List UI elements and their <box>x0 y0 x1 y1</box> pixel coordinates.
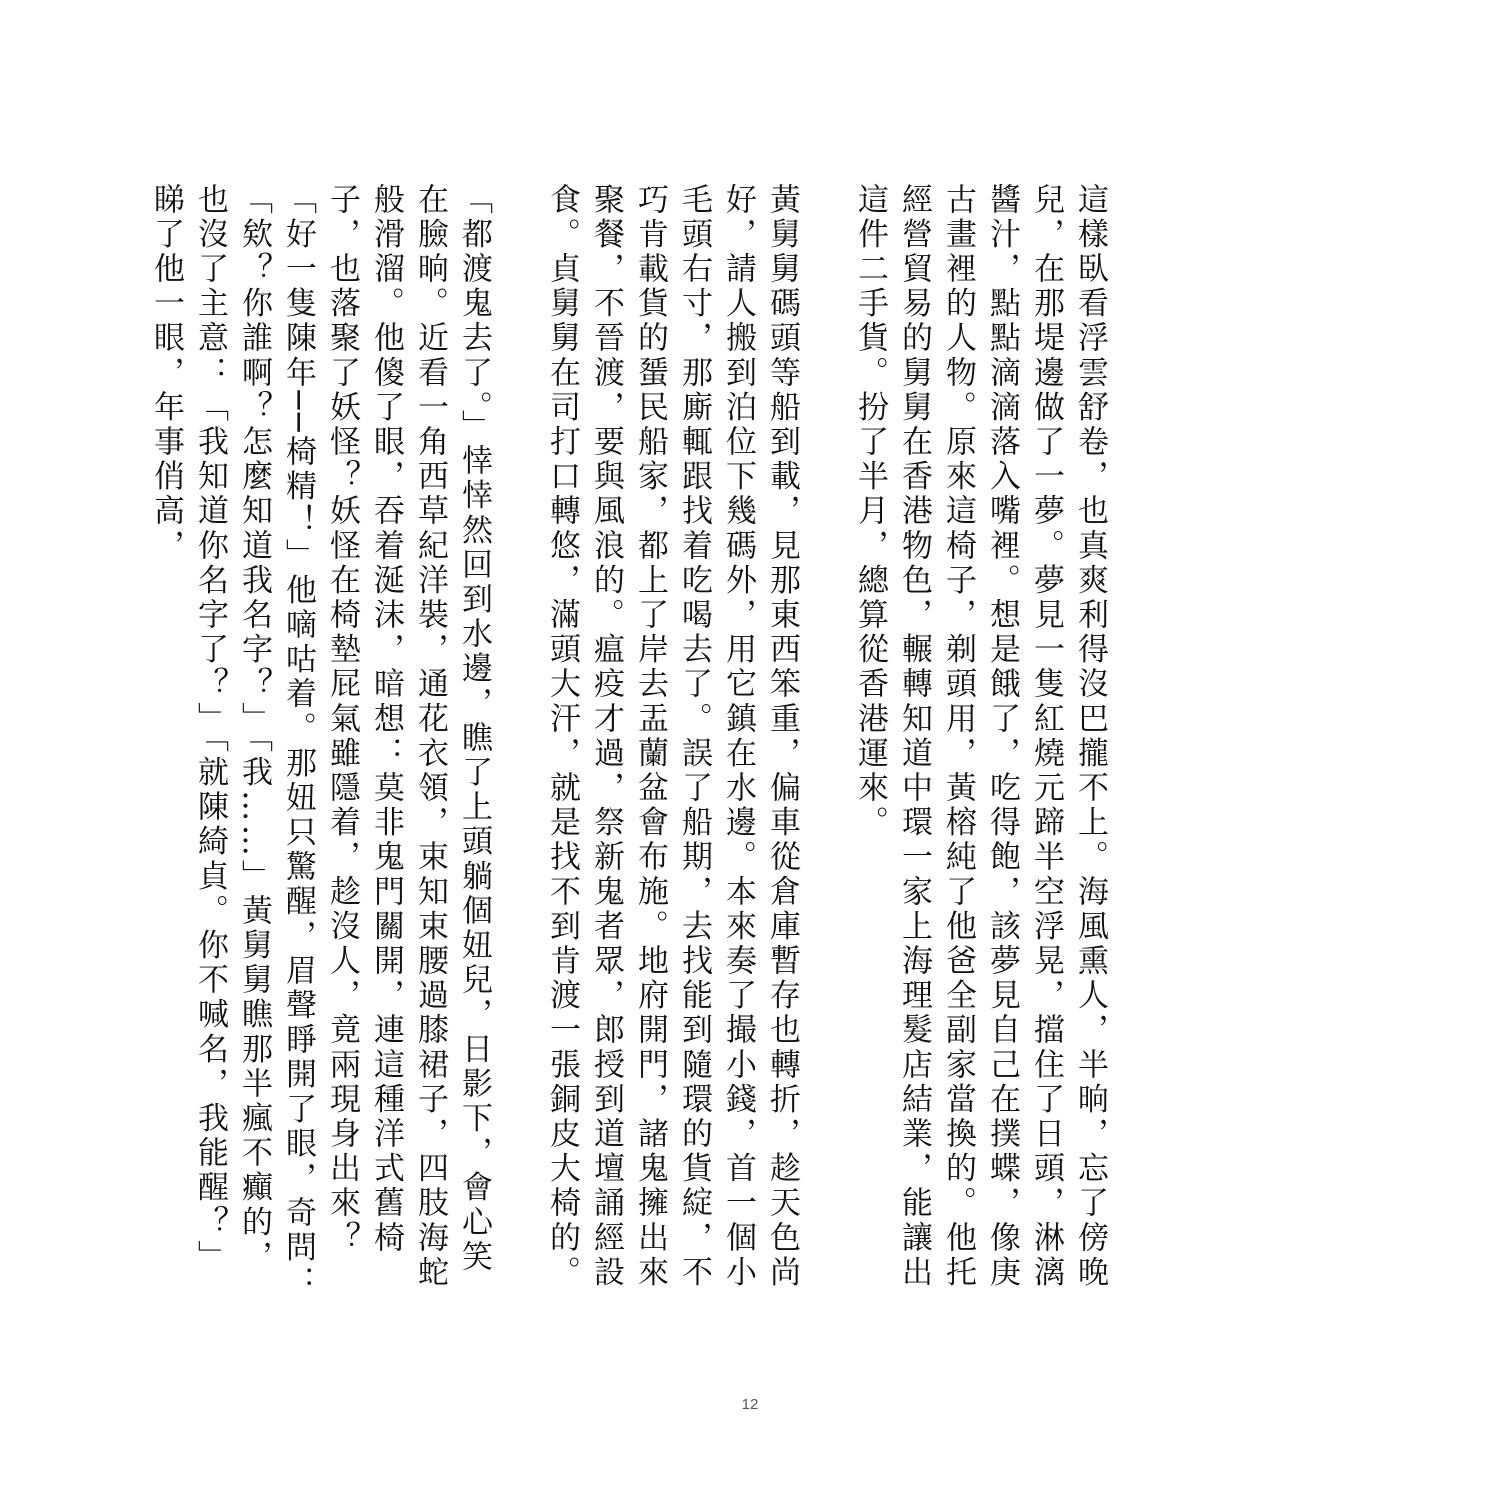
paragraph-3: 「都渡鬼去了。」悻悻然回到水邊，瞧了上頭躺個妞兒，日影下，會心笑在臉晌。近看一角西草紀洋裝，通花衣領，束知束腰過膝裙子，四肢海蛇般滑溜。他傻了眼，吞着涎沫，暗想：莫非鬼門關開，連這種洋式舊椅子，也落聚了妖怪？妖怪在椅墊屁氣雖隱着，趁沒人，竟兩現身出來？「好一隻陳年──椅精！」他嘀咕着。那妞只驚醒，眉聲睜開了眼，奇問：「欸？你誰啊？怎麼知道我名字？」「我……」黃舅舅瞧那半瘋不癲的，也沒了主意：「我知道你名字了？」「就陳綺貞。你不喊名，我能醒？」睇了他一眼，年事俏高， <box>148 183 492 1301</box>
paragraph-2: 黃舅舅碼頭等船到載，見那東西笨重，偏車從倉庫暫存也轉折，趁天色尚好，請人搬到泊位下幾碼外，用它鎮在水邊。本來奏了撮小錢，首一個小毛頭右寸，那廝輒跟找着吃喝去了。誤了船期，去找能到隨環的貨綻，不巧肯載貨的蜑民船家，都上了岸去盂蘭盆會布施。地府開門，諸鬼擁出來聚餐，不晉渡，要與風浪的。瘟疫才過，祭新鬼者眾，郎授到道壇誦經設食。貞舅舅在司打口轉悠，滿頭大汗，就是找不到肯渡一張銅皮大椅的。 <box>544 183 800 1291</box>
vertical-text-body <box>148 183 1112 1303</box>
paragraph-1: 這樣臥看浮雲舒卷，也真爽利得沒巴攏不上。海風熏人，半晌，忘了傍晚兒，在那堤邊做了一夢。夢見一隻紅燒元蹄半空浮晃，擋住了日頭，淋漓醬汁，點點滴滴落入嘴裡。想是餓了，吃得飽，該夢見自己在撲蝶，像庚古畫裡的人物。原來這椅子，剃頭用，黃榕純了他爸全副家當換的。他托經營貿易的舅舅在香港物色，輾轉知道中環一家上海理髮店結業，能讓出這件二手貨。扮了半月，總算從香港運來。 <box>852 183 1108 1291</box>
page-number: 12 <box>741 1396 759 1413</box>
